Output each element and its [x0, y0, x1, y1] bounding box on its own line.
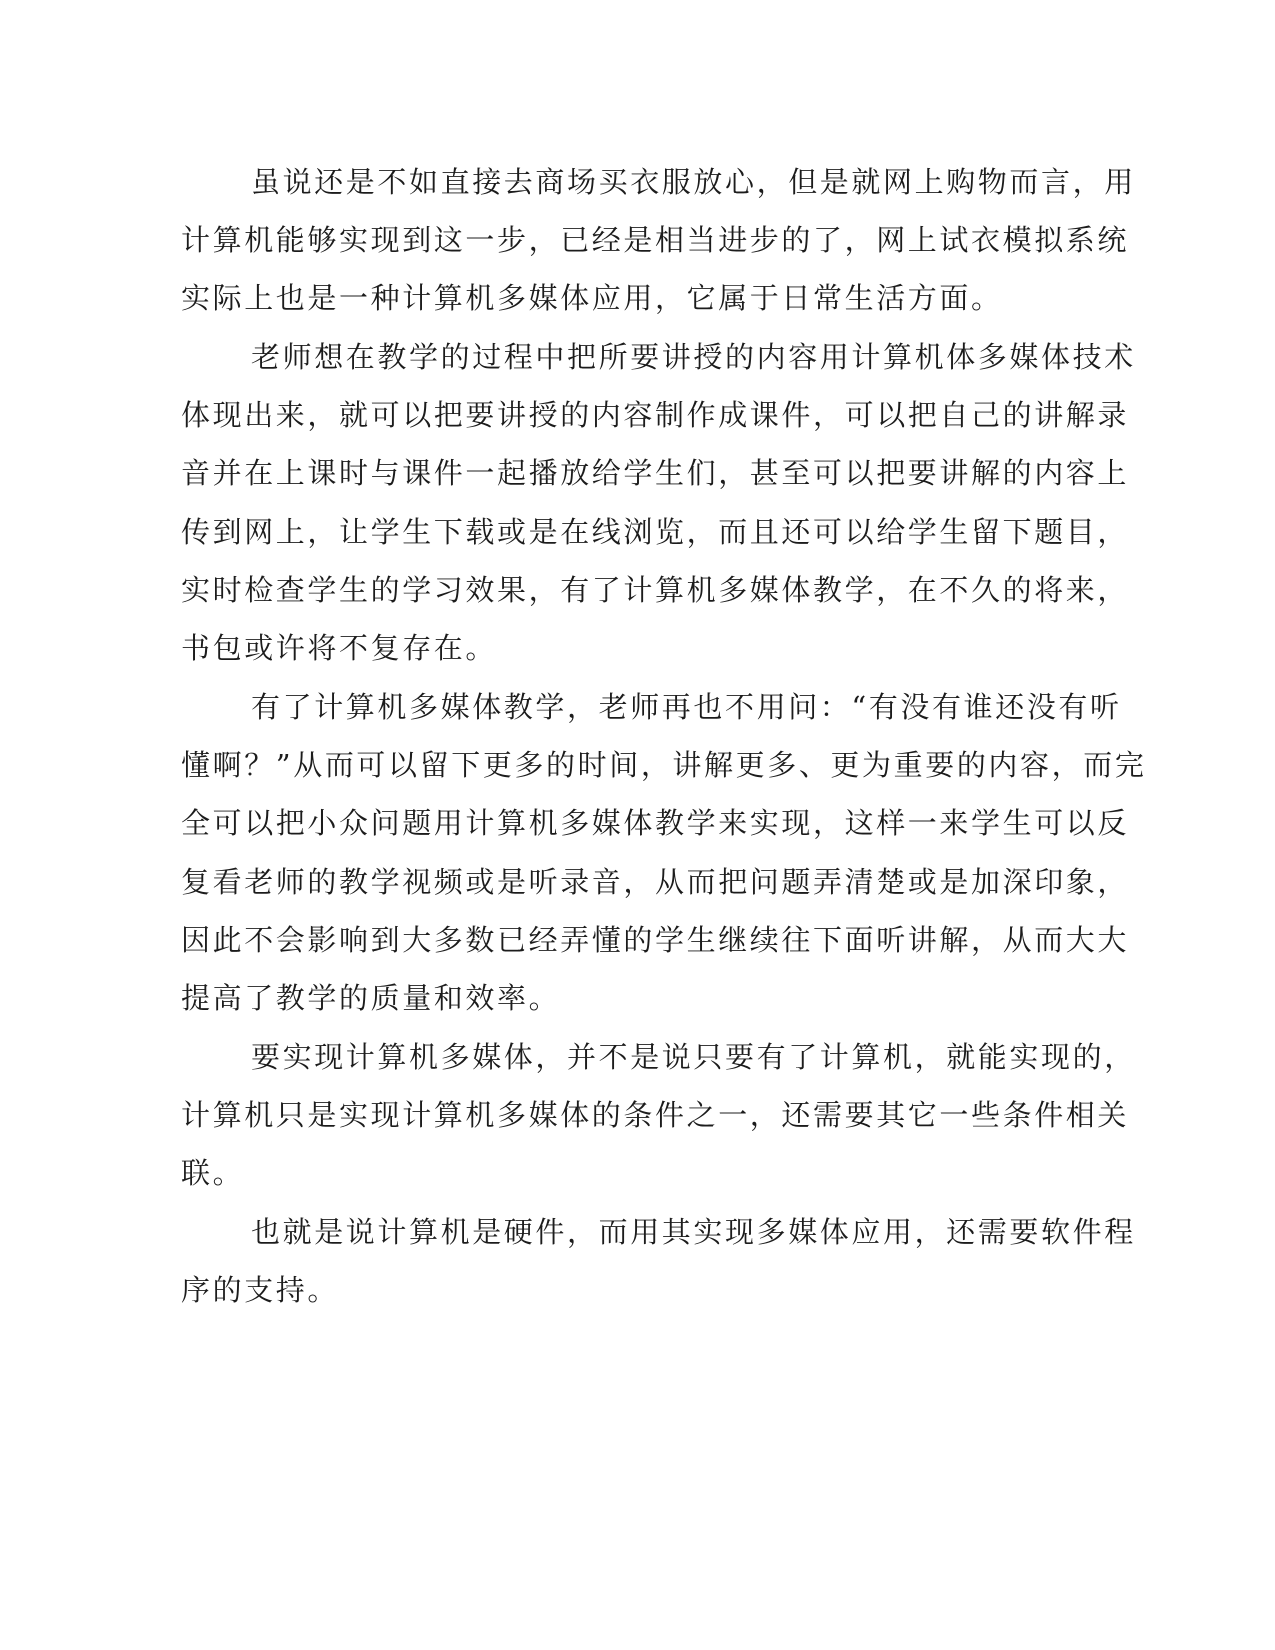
paragraph-line: 有了计算机多媒体教学，老师再也不用问：“有没有谁还没有听 [251, 690, 1122, 724]
paragraph-line: 传到网上，让学生下载或是在线浏览，而且还可以给学生留下题目， [181, 515, 1130, 549]
paragraph-line: 老师想在教学的过程中把所要讲授的内容用计算机体多媒体技术 [251, 340, 1136, 374]
paragraph-line: 书包或许将不复存在。 [181, 631, 498, 665]
paragraph-line: 音并在上课时与课件一起播放给学生们，甚至可以把要讲解的内容上 [181, 456, 1130, 490]
paragraph-line: 联。 [181, 1156, 245, 1190]
paragraph-line: 要实现计算机多媒体，并不是说只要有了计算机，就能实现的， [251, 1040, 1136, 1074]
paragraph-line: 计算机只是实现计算机多媒体的条件之一，还需要其它一些条件相关 [181, 1098, 1130, 1132]
paragraph-line: 虽说还是不如直接去商场买衣服放心，但是就网上购物而言，用 [251, 165, 1136, 199]
paragraph-line: 实时检查学生的学习效果，有了计算机多媒体教学，在不久的将来， [181, 573, 1130, 607]
paragraph-line: 懂啊？”从而可以留下更多的时间，讲解更多、更为重要的内容，而完 [181, 748, 1147, 782]
paragraph-line: 序的支持。 [181, 1273, 340, 1307]
paragraph-line: 全可以把小众问题用计算机多媒体教学来实现，这样一来学生可以反 [181, 806, 1130, 840]
paragraph-line: 计算机能够实现到这一步，已经是相当进步的了，网上试衣模拟系统 [181, 223, 1130, 257]
paragraph-line: 因此不会影响到大多数已经弄懂的学生继续往下面听讲解，从而大大 [181, 923, 1130, 957]
paragraph-line: 提高了教学的质量和效率。 [181, 981, 561, 1015]
paragraph-line: 也就是说计算机是硬件，而用其实现多媒体应用，还需要软件程 [251, 1215, 1136, 1249]
paragraph-line: 实际上也是一种计算机多媒体应用，它属于日常生活方面。 [181, 281, 1003, 315]
paragraph-line: 体现出来，就可以把要讲授的内容制作成课件，可以把自己的讲解录 [181, 398, 1130, 432]
paragraph-line: 复看老师的教学视频或是听录音，从而把问题弄清楚或是加深印象， [181, 865, 1130, 899]
